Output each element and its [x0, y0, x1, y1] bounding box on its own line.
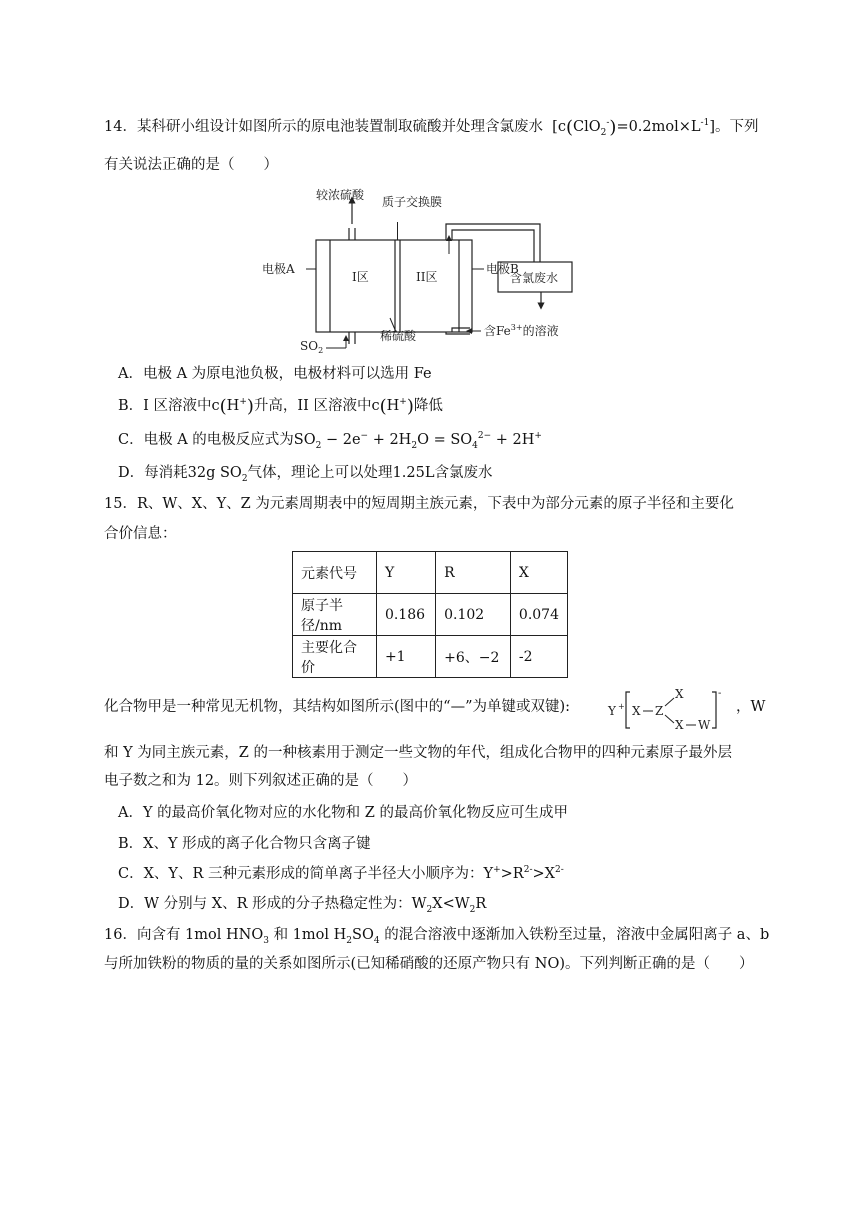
q15-para-line1: 化合物甲是一种常见无机物，其结构如图所示(图中的“—”为单键或双键): [104, 699, 571, 715]
q14-stem-line2: 有关说法正确的是（ ） [104, 157, 278, 173]
table-row: 原子半径/nm 0.186 0.102 0.074 [293, 594, 568, 636]
svg-text:X: X [632, 704, 641, 718]
q15-para-line3: 电子数之和为 12。则下列叙述正确的是（ ） [104, 773, 418, 789]
svg-text:X: X [675, 718, 684, 732]
label-so2: $SO_2$ [300, 339, 324, 355]
q16-stem-line1: 16．向含有 1mol $HNO_3$ 和 1mol $H_2SO_4$ 的混合溶液中逐渐加入铁粉至过量，溶液中金属阳离子 a、b [104, 927, 770, 946]
svg-text:Y: Y [608, 704, 616, 718]
label-dilute: 稀硫酸 [380, 329, 417, 343]
table-row: 主要化合价 +1 +6、−2 -2 [293, 636, 568, 678]
label-electrode-a: 电极A [262, 262, 295, 276]
q14-cell-diagram [256, 178, 616, 358]
q15-structure-figure [606, 684, 736, 734]
table-row: 元素代号 Y R X [293, 552, 568, 594]
q15-option-b: B．X、Y 形成的离子化合物只含离子键 [118, 836, 371, 852]
svg-text:W: W [698, 718, 711, 732]
q14-stem-line1 [104, 117, 759, 138]
label-fe-solution: 含$Fe^{3+}$的溶液 [484, 323, 559, 338]
q15-stem-line1: 15．R、W、X、Y、Z 为元素周期表中的短周期主族元素，下表中为部分元素的原子半径和主要化 [104, 496, 734, 512]
label-zone1: I区 [352, 270, 369, 284]
q14-option-b: B．I 区溶液中c(H+)升高，II 区溶液中c(H+)降低 [118, 396, 443, 417]
q15-para-line2: 和 Y 为同主族元素，Z 的一种核素用于测定一些文物的年代，组成化合物甲的四种元素原子最外层 [104, 745, 732, 761]
q14-option-d: D．每消耗32g $SO_2$气体，理论上可以处理1.25L含氯废水 [118, 465, 493, 484]
q14-option-c: C．电极 A 的电极反应式为$SO_2 - 2e^- + 2H_2O = SO_4^{2-} + 2H^+$ [118, 431, 542, 451]
label-top-left: 较浓硫酸 [316, 188, 365, 202]
label-membrane: 质子交换膜 [382, 195, 443, 209]
q15-option-d: D．W 分别与 X、R 形成的分子热稳定性为：$W_2X<W_2R$ [118, 896, 487, 915]
svg-text:-: - [718, 688, 722, 699]
q14-concentration-formula: $[c(ClO_2^-)=0.2mol\times L^{-1}]$ [547, 117, 715, 138]
q14-stem-text: 14．某科研小组设计如图所示的原电池装置制取硫酸并处理含氯废水 [104, 119, 543, 135]
svg-text:Z: Z [655, 704, 664, 718]
label-zone2: II区 [416, 270, 438, 284]
label-electrode-b: 电极B [486, 262, 519, 276]
q15-stem-line2: 合价信息： [104, 526, 177, 542]
q15-para-tail: ，W [736, 699, 766, 715]
q15-element-table [292, 551, 568, 678]
label-waste: 含氯废水 [510, 271, 559, 285]
q16-stem-line2: 与所加铁粉的物质的量的关系如图所示(已知稀硝酸的还原产物只有 NO)。下列判断正确的是（ ） [104, 956, 754, 972]
q15-option-c: C．X、Y、R 三种元素形成的简单离子半径大小顺序为：$Y^+>R^{2-}>X^{2-}$ [118, 865, 564, 882]
q14-stem-tail: 。下列 [715, 119, 759, 135]
svg-text:X: X [675, 687, 684, 701]
svg-text:+: + [618, 702, 625, 711]
q14-option-a: A．电极 A 为原电池负极，电极材料可以选用 Fe [118, 366, 432, 382]
q15-option-a: A．Y 的最高价氧化物对应的水化物和 Z 的最高价氧化物反应可生成甲 [118, 805, 568, 821]
